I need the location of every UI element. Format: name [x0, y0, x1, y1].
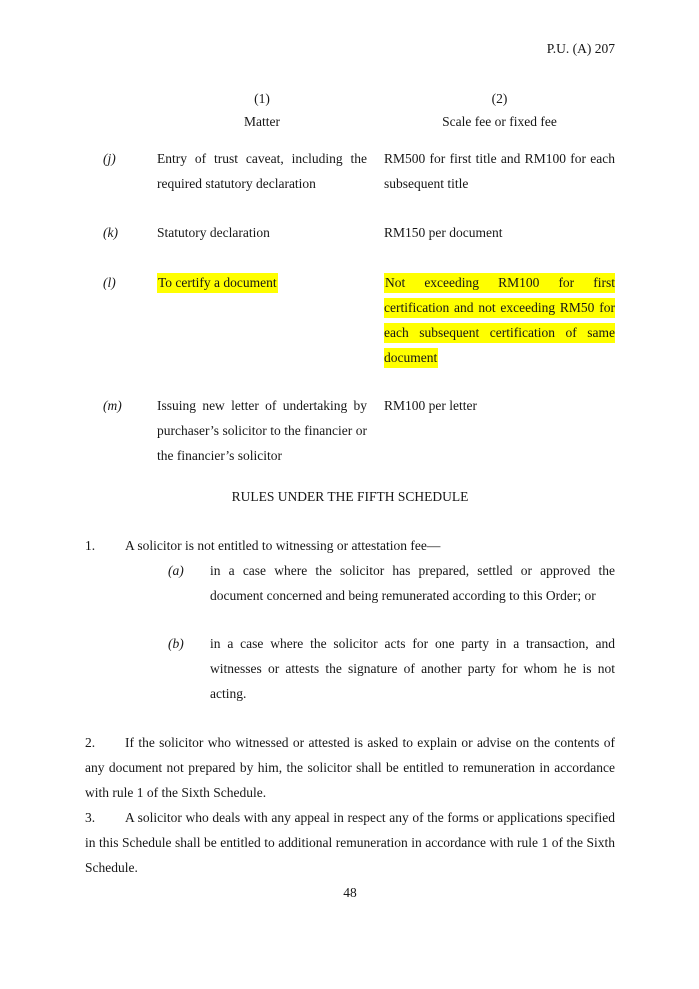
subitem-label: (b)	[168, 636, 184, 651]
rule-paragraph-3	[85, 805, 615, 880]
matter-cell: Entry of trust caveat, including the required statutory declaration	[157, 151, 367, 191]
column-2-title: Scale fee or fixed fee	[442, 114, 557, 129]
section-heading: RULES UNDER THE FIFTH SCHEDULE	[231, 489, 469, 504]
rule-1-subitem-b	[85, 631, 615, 706]
column-2-number: (2)	[491, 91, 508, 106]
header-ref: P.U. (A) 207	[546, 41, 615, 56]
fee-cell	[384, 270, 615, 370]
rule-paragraph-2	[85, 730, 615, 805]
rule-number: 3.	[85, 810, 96, 825]
table-row-k	[85, 220, 615, 245]
fee-cell: RM100 per letter	[384, 398, 477, 413]
fee-cell: RM500 for first title and RM100 for each subsequent title	[384, 151, 615, 191]
highlight-mark: Not exceeding RM100 for first certification and not exceeding RM50 for each subsequent certification of same document	[384, 273, 615, 368]
rule-1-subitem-a	[85, 558, 615, 608]
column-2-header	[384, 87, 615, 133]
table-row-l	[85, 270, 615, 370]
table-header-spacer	[85, 87, 157, 133]
row-label: (l)	[103, 275, 116, 290]
rule-number: 1.	[85, 538, 96, 553]
rule-number: 2.	[85, 735, 96, 750]
table-row-m	[85, 393, 615, 468]
rule-text: If the solicitor who witnessed or attested is asked to explain or advise on the contents of any document not prepared by him, the solicitor shall be entitled to remuneration in accordance with rule 1 of the Sixth Schedule.	[85, 735, 615, 800]
rule-text: A solicitor is not entitled to witnessing or attestation fee—	[125, 538, 441, 553]
rule-paragraph-1	[85, 533, 615, 558]
table-header	[85, 87, 615, 133]
subitem-text: in a case where the solicitor has prepared, settled or approved the document concerned and being remunerated according to this Order; or	[210, 563, 615, 603]
page-number: 48	[343, 885, 357, 900]
row-label: (k)	[103, 225, 118, 240]
table-row-j	[85, 146, 615, 196]
matter-cell	[157, 270, 367, 370]
row-label: (j)	[103, 151, 116, 166]
column-1-title: Matter	[244, 114, 280, 129]
subitem-text: in a case where the solicitor acts for one party in a transaction, and witnesses or attests the signature of another party for whom he is not acting.	[210, 636, 615, 701]
column-1-number: (1)	[254, 91, 270, 106]
highlight-mark: To certify a document	[157, 273, 278, 293]
column-1-header	[157, 87, 367, 133]
fee-cell: RM150 per document	[384, 225, 503, 240]
matter-cell: Issuing new letter of undertaking by purchaser’s solicitor to the financier or the financier’s solicitor	[157, 398, 367, 463]
rule-text: A solicitor who deals with any appeal in respect any of the forms or applications specified in this Schedule shall be entitled to additional remuneration in accordance with rule 1 of the Sixth Schedule.	[85, 810, 615, 875]
subitem-label: (a)	[168, 563, 184, 578]
matter-cell: Statutory declaration	[157, 225, 270, 240]
row-label: (m)	[103, 398, 122, 413]
